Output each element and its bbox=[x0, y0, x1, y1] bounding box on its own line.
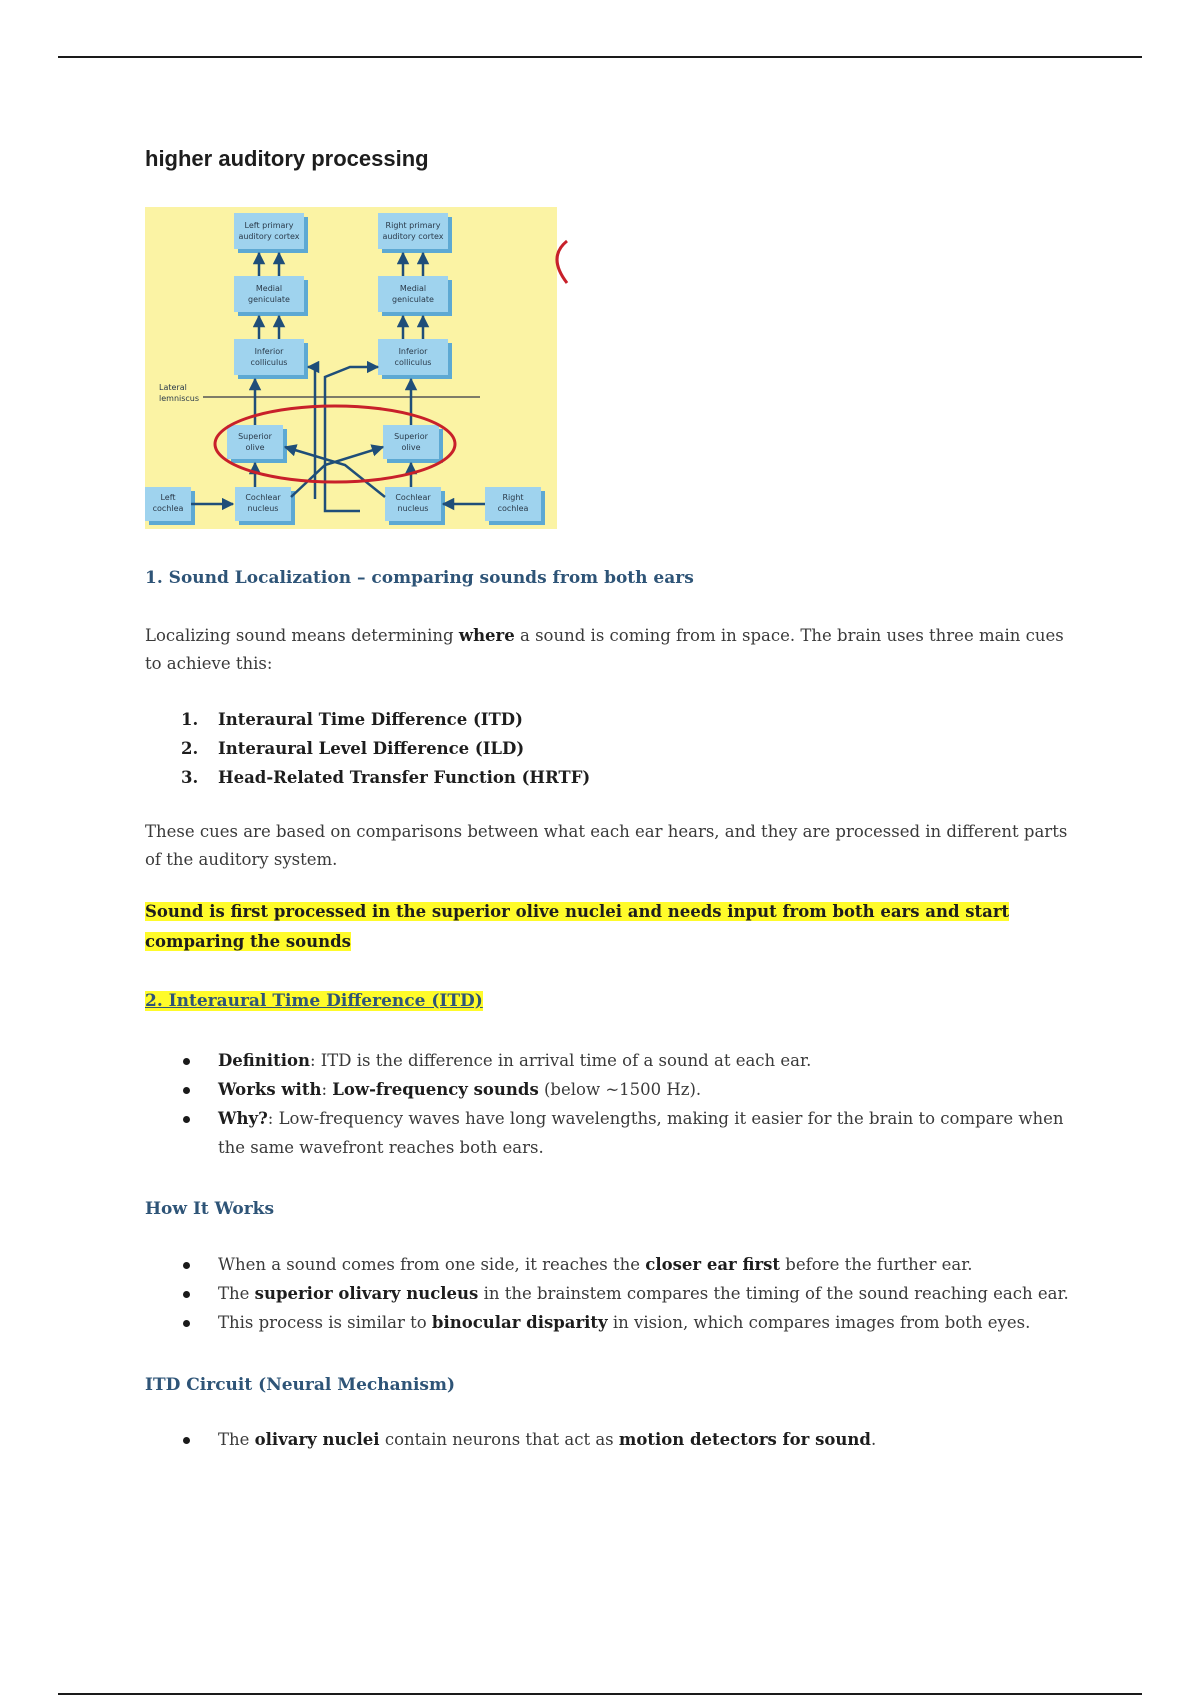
label-olive-left-1: Superior bbox=[238, 432, 272, 441]
label-inferior-left-1: Inferior bbox=[254, 347, 284, 356]
box-left-medial-geniculate bbox=[234, 276, 308, 316]
itd-circuit-bullets bbox=[145, 1425, 1080, 1454]
label-olive-right-1: Superior bbox=[394, 432, 428, 441]
box-right-superior-olive bbox=[383, 425, 443, 463]
list-item: Why?: Low-frequency waves have long wavelengths, making it easier for the brain to compare when the same wavefront reaches both ears. bbox=[145, 1104, 1080, 1162]
box-right-cochlea bbox=[485, 487, 545, 525]
box-left-cochlea bbox=[145, 487, 195, 525]
label-inferior-right-2: colliculus bbox=[394, 358, 432, 367]
box-right-medial-geniculate bbox=[378, 276, 452, 316]
bullet-dot bbox=[183, 1058, 190, 1065]
list-item: 3. Head-Related Transfer Function (HRTF) bbox=[181, 768, 591, 787]
bullet-dot bbox=[183, 1087, 190, 1094]
label-olive-right-2: olive bbox=[401, 443, 421, 452]
label-nucleus-left-1: Cochlear bbox=[245, 493, 281, 502]
label-right-primary-1: Right primary bbox=[385, 221, 441, 230]
bullet-dot bbox=[183, 1437, 190, 1444]
label-left-primary-2: auditory cortex bbox=[238, 232, 300, 241]
box-left-inferior-colliculus bbox=[234, 339, 308, 379]
red-annotation-mark bbox=[557, 241, 567, 283]
section2-heading: 2. Interaural Time Difference (ITD) bbox=[145, 991, 483, 1011]
label-cochlea-right-2: cochlea bbox=[497, 504, 529, 513]
list-item: The superior olivary nucleus in the brainstem compares the timing of the sound reaching each ear. bbox=[145, 1279, 1080, 1308]
list-item: 2. Interaural Level Difference (ILD) bbox=[181, 739, 525, 758]
how-it-works-bullets bbox=[145, 1250, 1080, 1337]
box-right-cochlear-nucleus bbox=[385, 487, 445, 525]
bullet-dot bbox=[183, 1262, 190, 1269]
bullet-dot bbox=[183, 1116, 190, 1123]
list-item: Definition: ITD is the difference in arrival time of a sound at each ear. bbox=[145, 1046, 1080, 1075]
box-left-primary-cortex bbox=[234, 213, 308, 253]
list-item: This process is similar to binocular disparity in vision, which compares images from both eyes. bbox=[145, 1308, 1080, 1337]
label-cochlea-right-1: Right bbox=[502, 493, 524, 502]
list-item: When a sound comes from one side, it reaches the closer ear first before the further ear. bbox=[145, 1250, 1080, 1279]
label-nucleus-right-2: nucleus bbox=[397, 504, 429, 513]
highlighted-note: Sound is first processed in the superior olive nuclei and needs input from both ears and start comparing the sounds bbox=[145, 902, 1010, 951]
label-inferior-right-1: Inferior bbox=[398, 347, 428, 356]
itd-bullets bbox=[145, 1046, 1080, 1162]
label-cochlea-left-1: Left bbox=[160, 493, 176, 502]
label-cochlea-left-2: cochlea bbox=[152, 504, 184, 513]
label-right-primary-2: auditory cortex bbox=[382, 232, 444, 241]
label-lateral-2: lemniscus bbox=[159, 394, 200, 403]
section1-explain: These cues are based on comparisons between what each ear hears, and they are processed in different parts of the auditory system. bbox=[145, 822, 1068, 869]
label-olive-left-2: olive bbox=[245, 443, 265, 452]
auditory-pathway-diagram bbox=[145, 207, 575, 529]
label-nucleus-left-2: nucleus bbox=[247, 504, 279, 513]
section1-heading: 1. Sound Localization – comparing sounds from both ears bbox=[145, 568, 694, 588]
list-item: Works with: Low-frequency sounds (below ~1500 Hz). bbox=[145, 1075, 1080, 1104]
box-right-inferior-colliculus bbox=[378, 339, 452, 379]
label-medial-right-1: Medial bbox=[399, 284, 427, 293]
label-medial-right-2: geniculate bbox=[392, 295, 434, 304]
box-left-superior-olive bbox=[227, 425, 287, 463]
label-lateral-1: Lateral bbox=[159, 383, 187, 392]
itd-circuit-heading: ITD Circuit (Neural Mechanism) bbox=[145, 1375, 456, 1395]
list-item: The olivary nuclei contain neurons that act as motion detectors for sound. bbox=[145, 1425, 1080, 1454]
box-right-primary-cortex bbox=[378, 213, 452, 253]
label-nucleus-right-1: Cochlear bbox=[395, 493, 431, 502]
bullet-dot bbox=[183, 1291, 190, 1298]
bottom-rule bbox=[58, 1693, 1142, 1695]
list-item: 1. Interaural Time Difference (ITD) bbox=[181, 710, 523, 729]
label-left-primary-1: Left primary bbox=[244, 221, 294, 230]
label-medial-left-1: Medial bbox=[255, 284, 283, 293]
label-inferior-left-2: colliculus bbox=[250, 358, 288, 367]
bullet-dot bbox=[183, 1320, 190, 1327]
top-rule bbox=[58, 56, 1142, 58]
box-left-cochlear-nucleus bbox=[235, 487, 295, 525]
how-it-works-heading: How It Works bbox=[145, 1199, 275, 1219]
label-medial-left-2: geniculate bbox=[248, 295, 290, 304]
page-title: higher auditory processing bbox=[145, 146, 429, 171]
section1-intro: Localizing sound means determining where a sound is coming from in space. The brain uses three main cues to achieve this: bbox=[145, 626, 1064, 673]
cues-list bbox=[145, 705, 1080, 792]
